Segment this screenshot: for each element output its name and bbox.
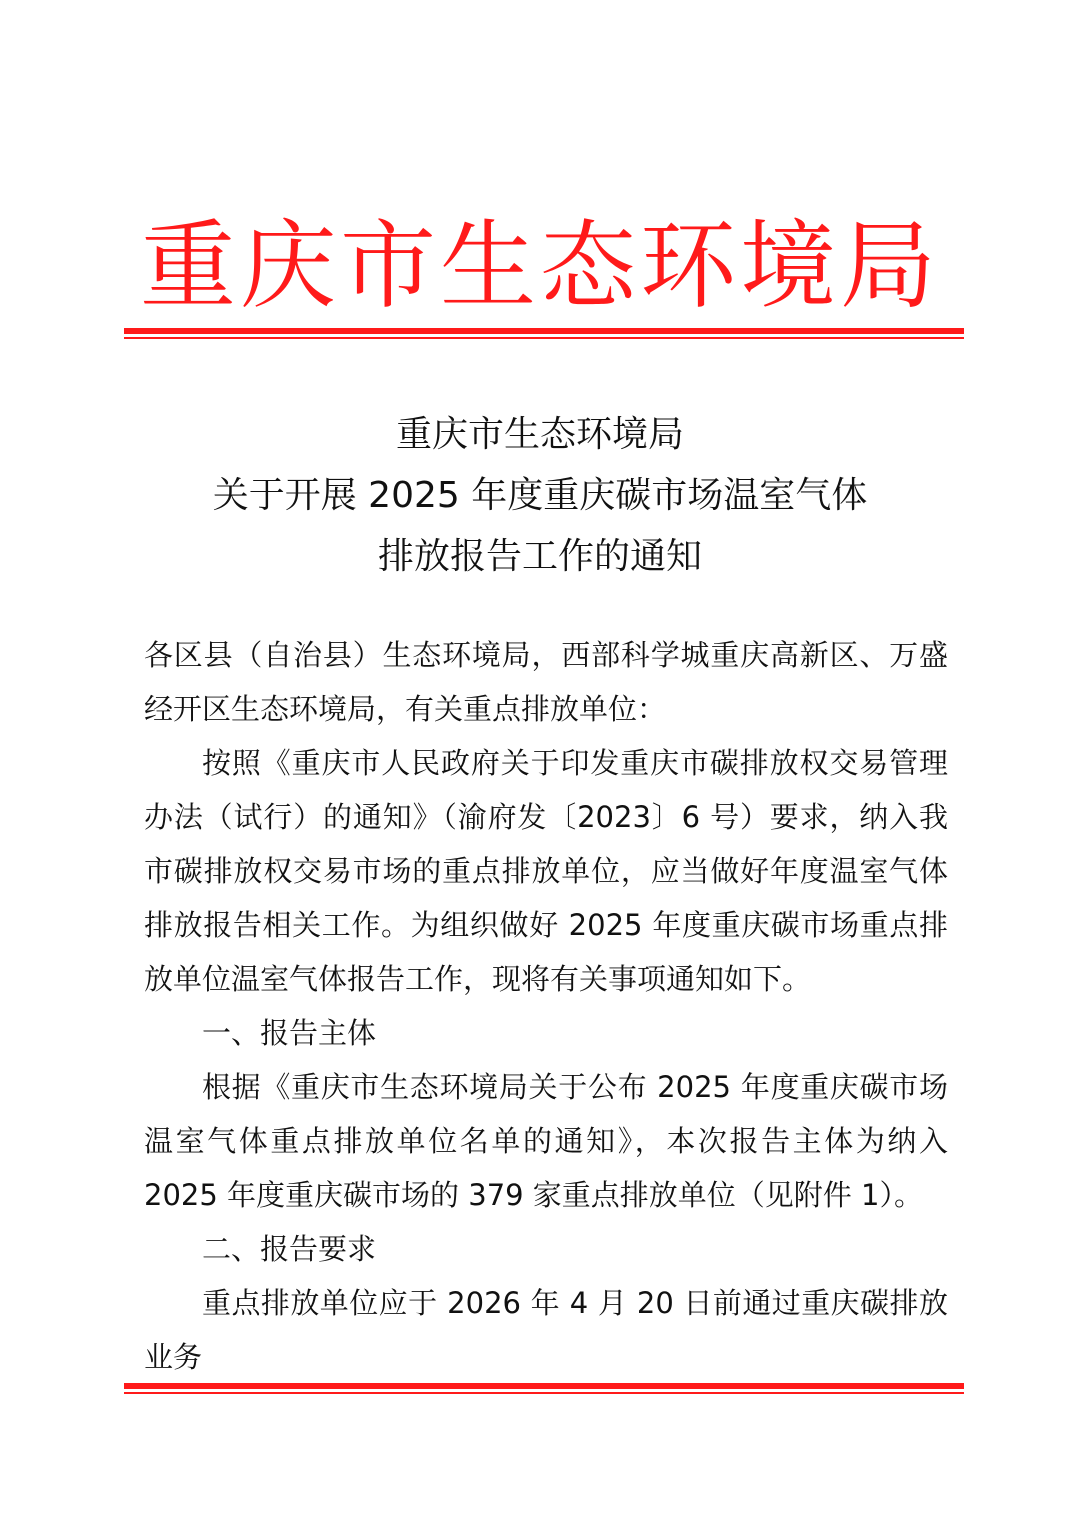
footer-divider-thick-line <box>124 1383 964 1389</box>
title-line-1: 重庆市生态环境局 <box>395 414 684 455</box>
divider-thin-line <box>124 337 964 339</box>
title-line-2: 关于开展 2025 年度重庆碳市场温室气体 <box>212 475 868 516</box>
section-heading-1: 一、报告主体 <box>202 1016 377 1050</box>
divider-thick-line <box>124 328 964 334</box>
document-title <box>0 404 1080 587</box>
paragraph-intro: 按照《重庆市人民政府关于印发重庆市碳排放权交易管理办法（试行）的通知》（渝府发〔2023〕6 号）要求，纳入我市碳排放权交易市场的重点排放单位，应当做好年度温室气体排放报告相关工作。为组织做好 2025 年度重庆碳市场重点排放单位温室气体报告工作，现将有关事项通知如下。 <box>144 746 948 996</box>
title-line-3: 排放报告工作的通知 <box>377 536 702 577</box>
footer-divider-thin-line <box>124 1392 964 1394</box>
salutation: 各区县（自治县）生态环境局，西部科学城重庆高新区、万盛经开区生态环境局，有关重点排放单位： <box>144 638 948 726</box>
paragraph-reporting-requirements: 重点排放单位应于 2026 年 4 月 20 日前通过重庆碳排放业务 <box>144 1286 948 1374</box>
section-heading-2: 二、报告要求 <box>202 1232 377 1266</box>
paragraph-reporting-entities: 根据《重庆市生态环境局关于公布 2025 年度重庆碳市场温室气体重点排放单位名单的通知》，本次报告主体为纳入 2025 年度重庆碳市场的 379 家重点排放单位（见附件 1）。 <box>144 1070 948 1212</box>
document-body <box>144 628 948 1384</box>
footer-red-divider <box>124 1383 964 1394</box>
letterhead-red-divider <box>124 328 964 339</box>
letterhead-org-name: 重庆市生态环境局 <box>140 210 940 322</box>
